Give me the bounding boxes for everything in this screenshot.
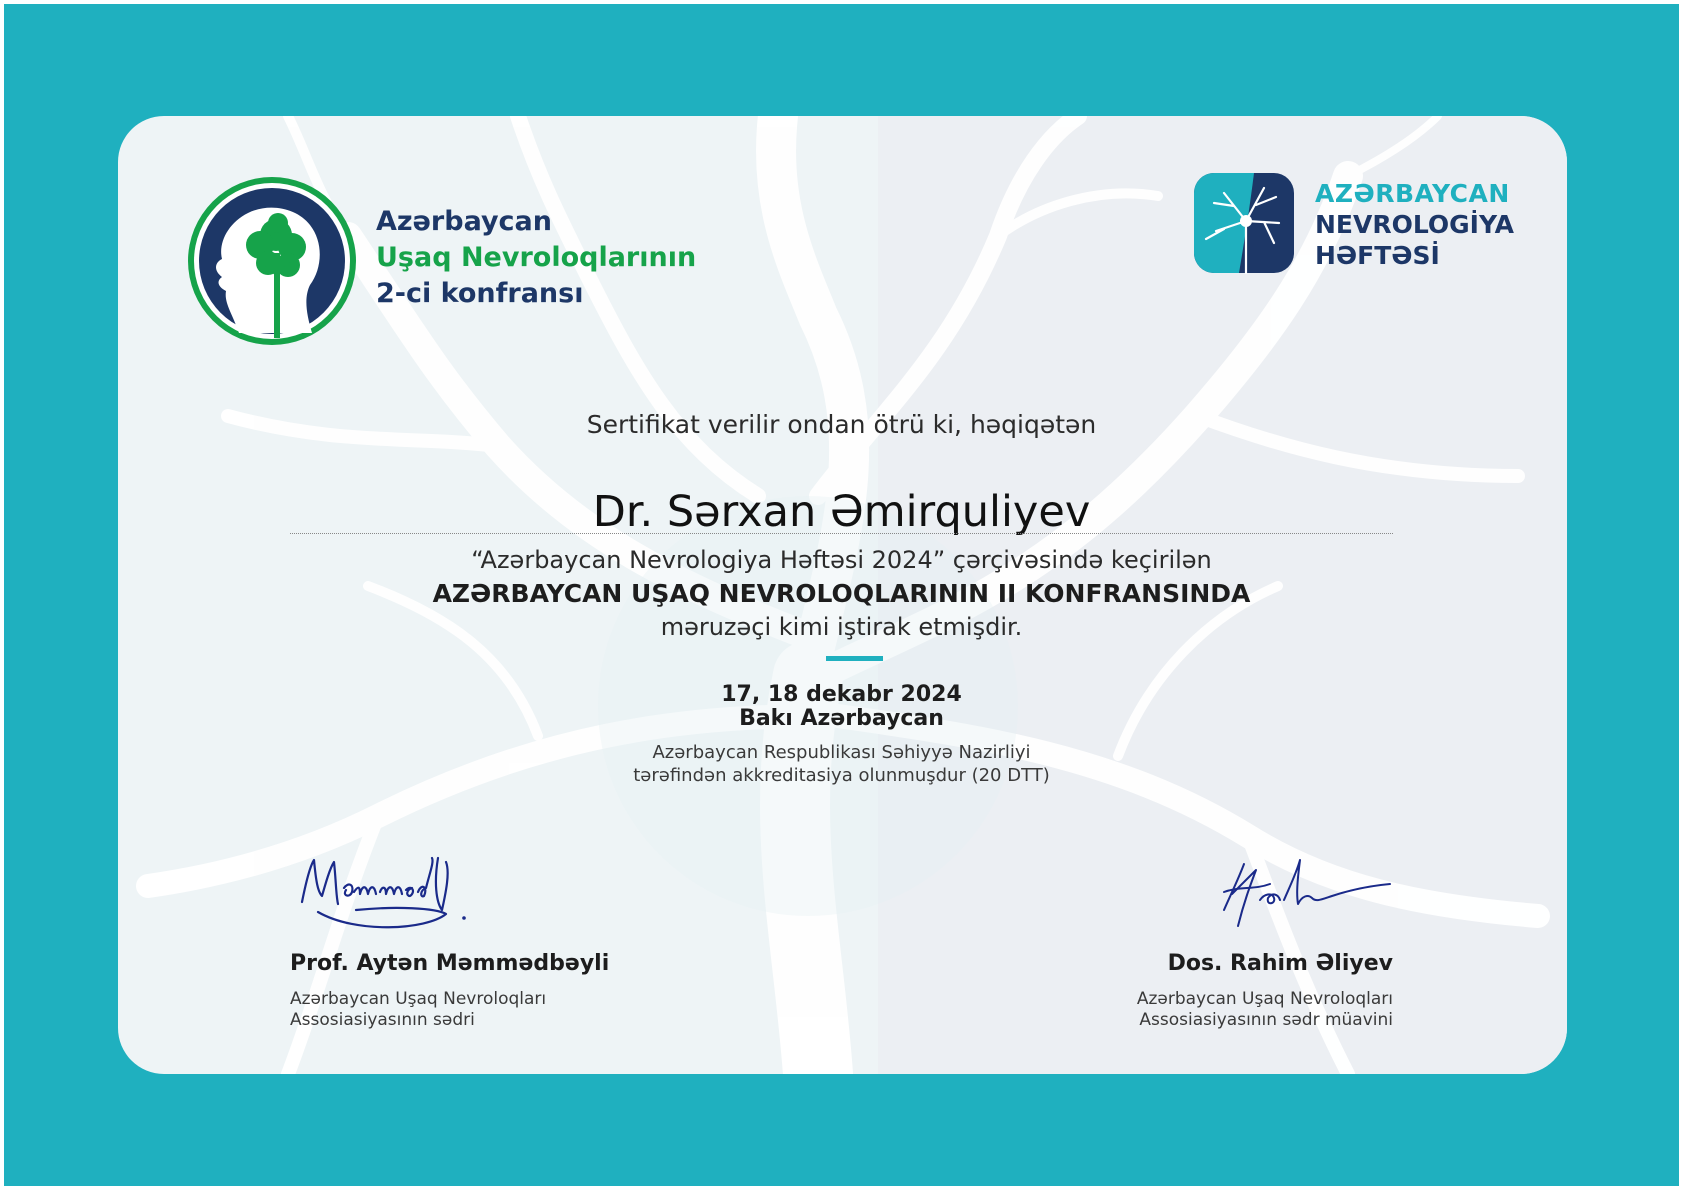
logo-right-line3: HƏFTƏSİ: [1315, 241, 1440, 270]
certificate-intro: Sertifikat verilir ondan ötrü ki, həqiqətən: [586, 410, 1097, 439]
logo-left-line3: 2-ci konfransı: [376, 278, 584, 309]
event-line: “Azərbaycan Nevrologiya Həftəsi 2024” çərçivəsində keçirilən: [471, 546, 1212, 574]
event-date: 17, 18 dekabr 2024: [721, 682, 962, 707]
accreditation-line2: tərəfindən akkreditasiya olunmuşdur (20 DTT): [633, 765, 1050, 786]
logo-right-line2: NEVROLOGİYA: [1315, 210, 1515, 239]
signatory-left-role2: Assosiasiyasının sədri: [290, 1010, 475, 1030]
signature-right-icon: [1220, 856, 1395, 938]
signatory-left-role1: Azərbaycan Uşaq Nevroloqları: [290, 989, 547, 1009]
recipient-name: Dr. Sərxan Əmirquliyev: [592, 487, 1091, 537]
logo-left-line1: Azərbaycan: [376, 206, 553, 237]
signatory-right-name: Dos. Rahim Əliyev: [1167, 951, 1393, 976]
conference-title: AZƏRBAYCAN UŞAQ NEVROLOQLARININ II KONFRANSINDA: [432, 579, 1251, 608]
signatory-right-role1: Azərbaycan Uşaq Nevroloqları: [1136, 989, 1393, 1009]
logo-right-line1: AZƏRBAYCAN: [1315, 179, 1510, 208]
logo-left-line2: Uşaq Nevroloqlarının: [376, 242, 697, 273]
event-place: Bakı Azərbaycan: [739, 706, 944, 731]
accent-divider: [826, 656, 883, 661]
name-underline: [290, 533, 1393, 534]
neuron-logo-icon: [1194, 173, 1294, 273]
signatory-left-name: Prof. Aytən Məmmədbəyli: [290, 951, 610, 976]
signatory-right-role2: Assosiasiyasının sədr müavini: [1139, 1010, 1393, 1030]
accreditation-line1: Azərbaycan Respublikası Səhiyyə Nazirliyi: [652, 742, 1031, 763]
participation-line: məruzəçi kimi iştirak etmişdir.: [660, 613, 1023, 641]
child-tree-logo-icon: [184, 173, 360, 349]
signature-left-icon: [296, 852, 471, 934]
